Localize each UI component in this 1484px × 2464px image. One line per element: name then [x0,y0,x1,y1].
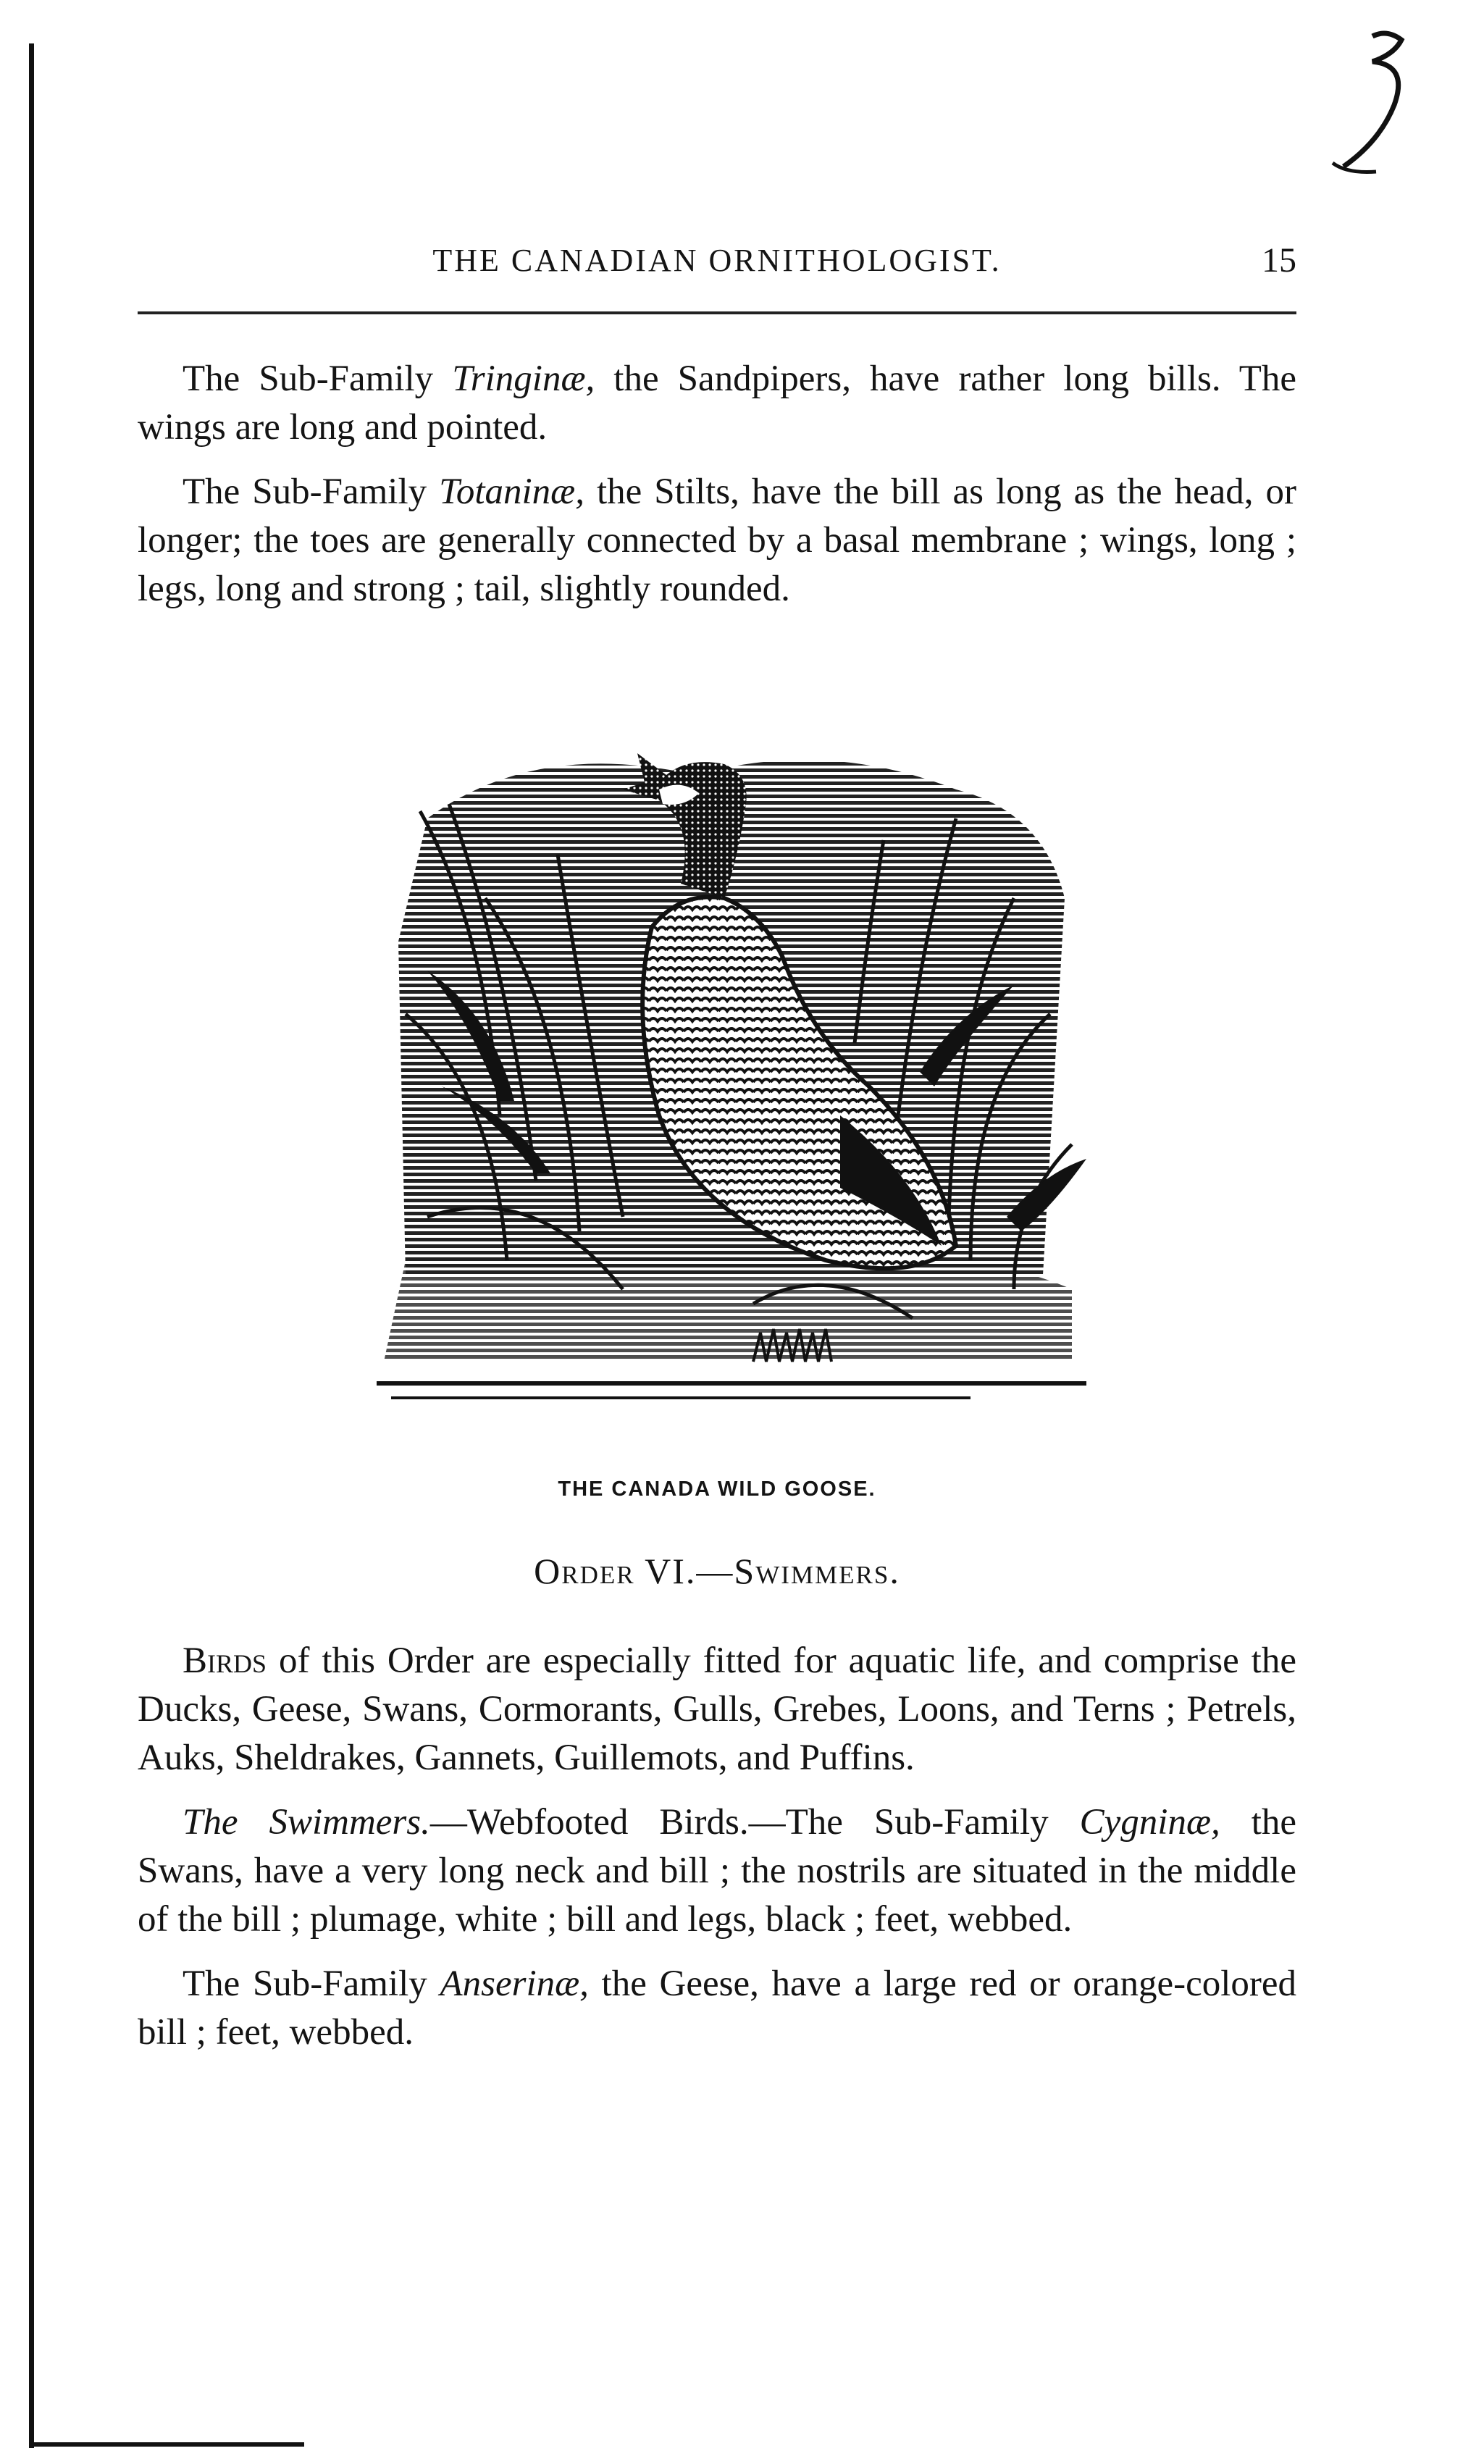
section-heading: Order VI.—Swimmers. [534,1551,900,1591]
lead-word: Birds [183,1640,267,1681]
text-block-bottom [138,1637,1296,2073]
paragraph-totaninae [138,468,1296,613]
scan-bottom-line [29,2442,304,2447]
figure-caption: THE CANADA WILD GOOSE. [558,1478,876,1501]
paragraph-cygninae [138,1798,1296,1944]
paragraph-text: The Sub-Family [183,1964,440,2004]
paragraph-text: The Sub-Family [183,472,440,512]
paragraph-text: the Sandpipers, have rather long bills. The wings are long and pointed. [138,359,1296,448]
scan-edge-line [29,43,34,2448]
paragraph-order-intro [138,1637,1296,1782]
paragraph-text: —Webfooted Birds.—The Sub-Family [429,1802,1080,1843]
head-rule [138,311,1296,314]
paragraph-text: the Geese, have a large red or orange-colored bill ; feet, webbed. [138,1964,1296,2053]
page-number: 15 [1262,241,1296,280]
text-block-top [138,355,1296,629]
paragraph-anserinae [138,1960,1296,2057]
paragraph-tringinae [138,355,1296,452]
taxon-name: Cygninæ, [1079,1802,1220,1843]
taxon-name: Tringinæ, [452,359,595,399]
paragraph-text: The Sub-Family [183,359,453,399]
handwritten-mark-icon [1304,14,1434,203]
taxon-name: Anserinæ, [440,1964,589,2004]
running-title: THE CANADIAN ORNITHOLOGIST. [432,243,1002,278]
running-head [138,239,1296,304]
paragraph-text: the Stilts, have the bill as long as the head, or longer; the toes are generally connected by a basal membrane ; wings, long ; legs, long and strong ; tail, slightly rounded. [138,472,1296,609]
paragraph-text: of this Order are especially fitted for aquatic life, and comprise the Ducks, Geese, Swans, Cormorants, Gulls, Grebes, Loons, and Terns ; Petrels, Auks, Sheldrakes, Gannets, Guillemots, and Puffins. [138,1640,1296,1778]
paragraph-text: the Swans, have a very long neck and bill ; the nostrils are situated in the middle of the bill ; plumage, white ; bill and legs, black ; feet, webbed. [138,1802,1296,1940]
taxon-name: Totaninæ, [439,472,584,512]
subheading-text: The Swimmers. [183,1802,430,1843]
canada-goose-engraving [319,710,1130,1434]
